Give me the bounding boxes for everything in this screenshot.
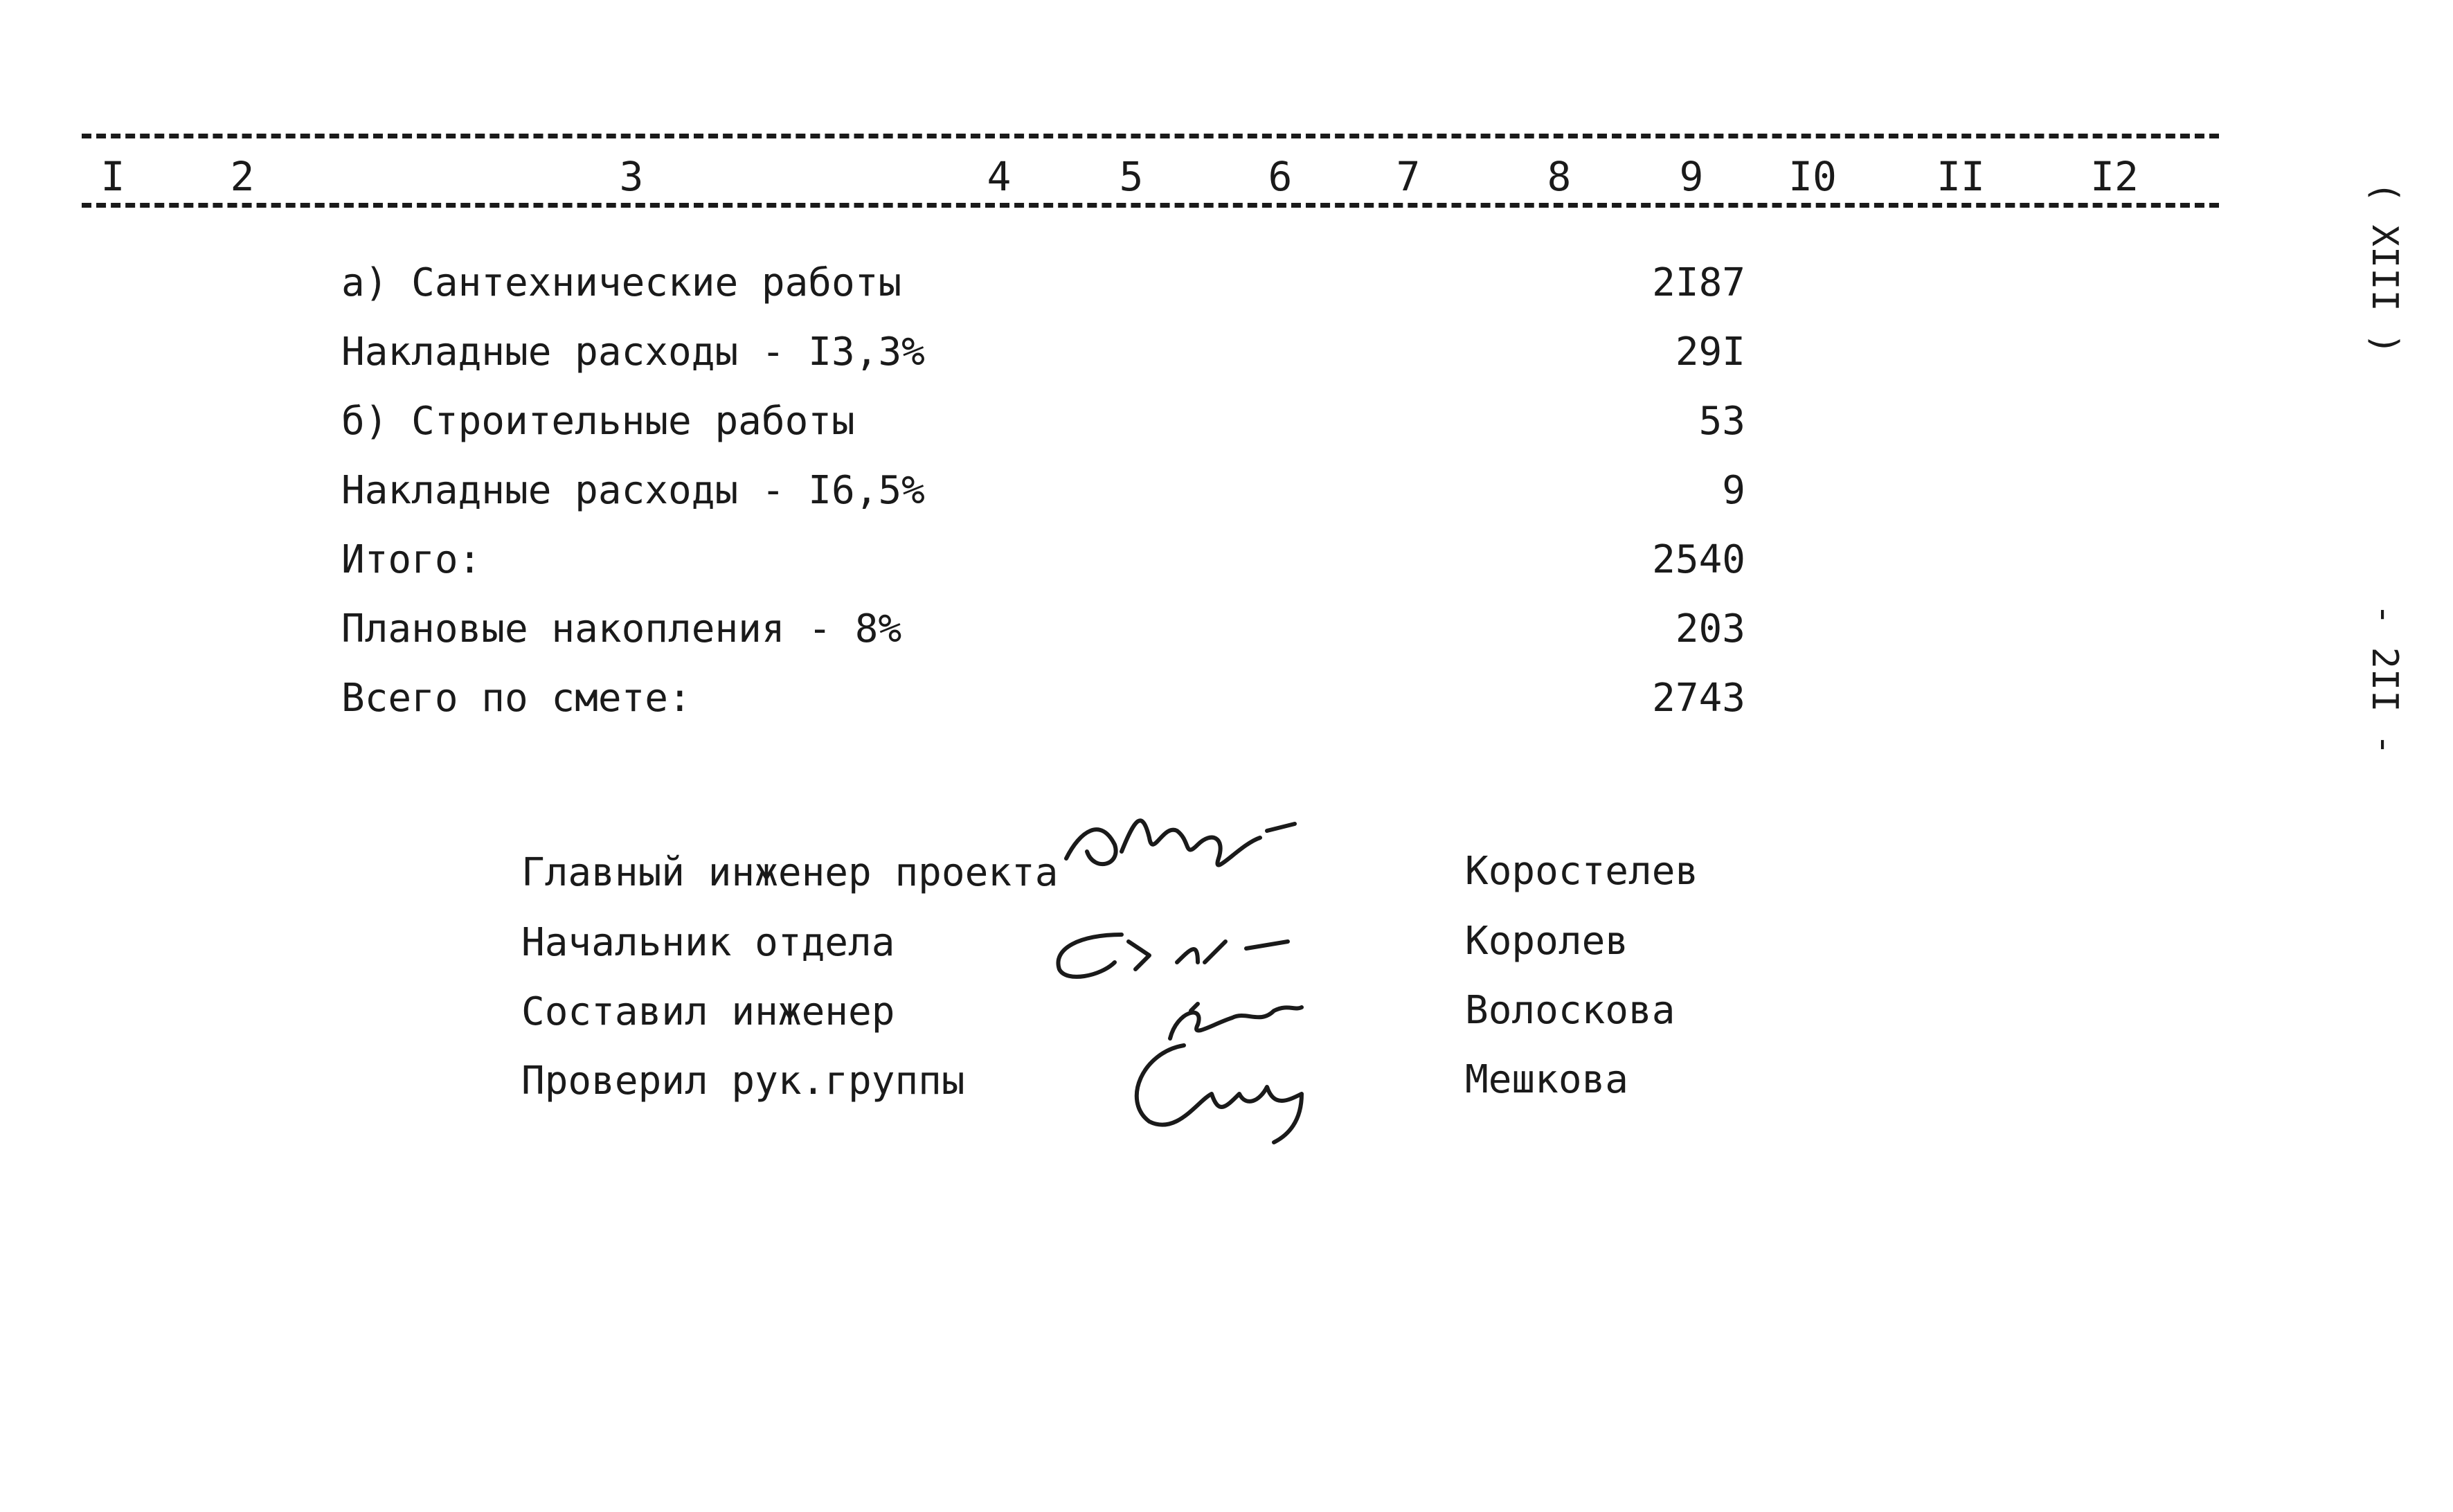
column-header-1: I [100,153,125,200]
signer-name: Королев [1465,919,1629,964]
row-label: Накладные расходы - I6,5% [341,468,925,513]
signer-title: Начальник отдела [521,920,895,965]
column-header-7: 7 [1396,153,1421,200]
column-header-3: 3 [619,153,644,200]
row-value: 2I87 [1652,260,1745,305]
signer-name: Мешкова [1465,1057,1629,1102]
column-header-5: 5 [1119,153,1144,200]
row-label: б) Строительные работы [341,399,855,444]
row-value: 2743 [1652,676,1745,721]
row-label: а) Сантехнические работы [341,260,902,305]
page-number: - 2II - [2364,604,2405,756]
column-header-6: 6 [1268,153,1293,200]
row-label: Итого: [341,537,482,582]
row-value: 29I [1675,330,1745,375]
column-header-10: I0 [1788,153,1837,200]
row-value: 2540 [1652,537,1745,582]
signature-scribble-4 [1137,1045,1302,1142]
handwritten-signatures [1039,803,1426,1163]
row-value: 203 [1675,606,1745,651]
row-label: Накладные расходы - I3,3% [341,330,925,375]
signer-name: Волоскова [1465,988,1675,1033]
row-value: 9 [1722,468,1745,513]
signature-scribble-3 [1170,1004,1302,1038]
row-value: 53 [1698,399,1745,444]
column-header-2: 2 [230,153,255,200]
signature-scribble-1 [1066,820,1295,865]
header-top-rule [82,134,2219,138]
row-label: Всего по смете: [341,676,692,721]
column-header-4: 4 [987,153,1012,200]
signature-scribble-2 [1058,935,1288,977]
row-label: Плановые накопления - 8% [341,606,902,651]
signer-title: Главный инженер проекта [521,850,1059,895]
signer-title: Проверил рук.группы [521,1059,965,1104]
column-header-8: 8 [1547,153,1572,200]
column-header-11: II [1937,153,1985,200]
signer-name: Коростелев [1465,849,1699,894]
header-bottom-rule [82,203,2219,208]
signer-title: Составил инженер [521,989,895,1034]
column-header-9: 9 [1679,153,1704,200]
section-marker: ( XIII ) [2364,181,2405,355]
column-header-12: I2 [2090,153,2139,200]
